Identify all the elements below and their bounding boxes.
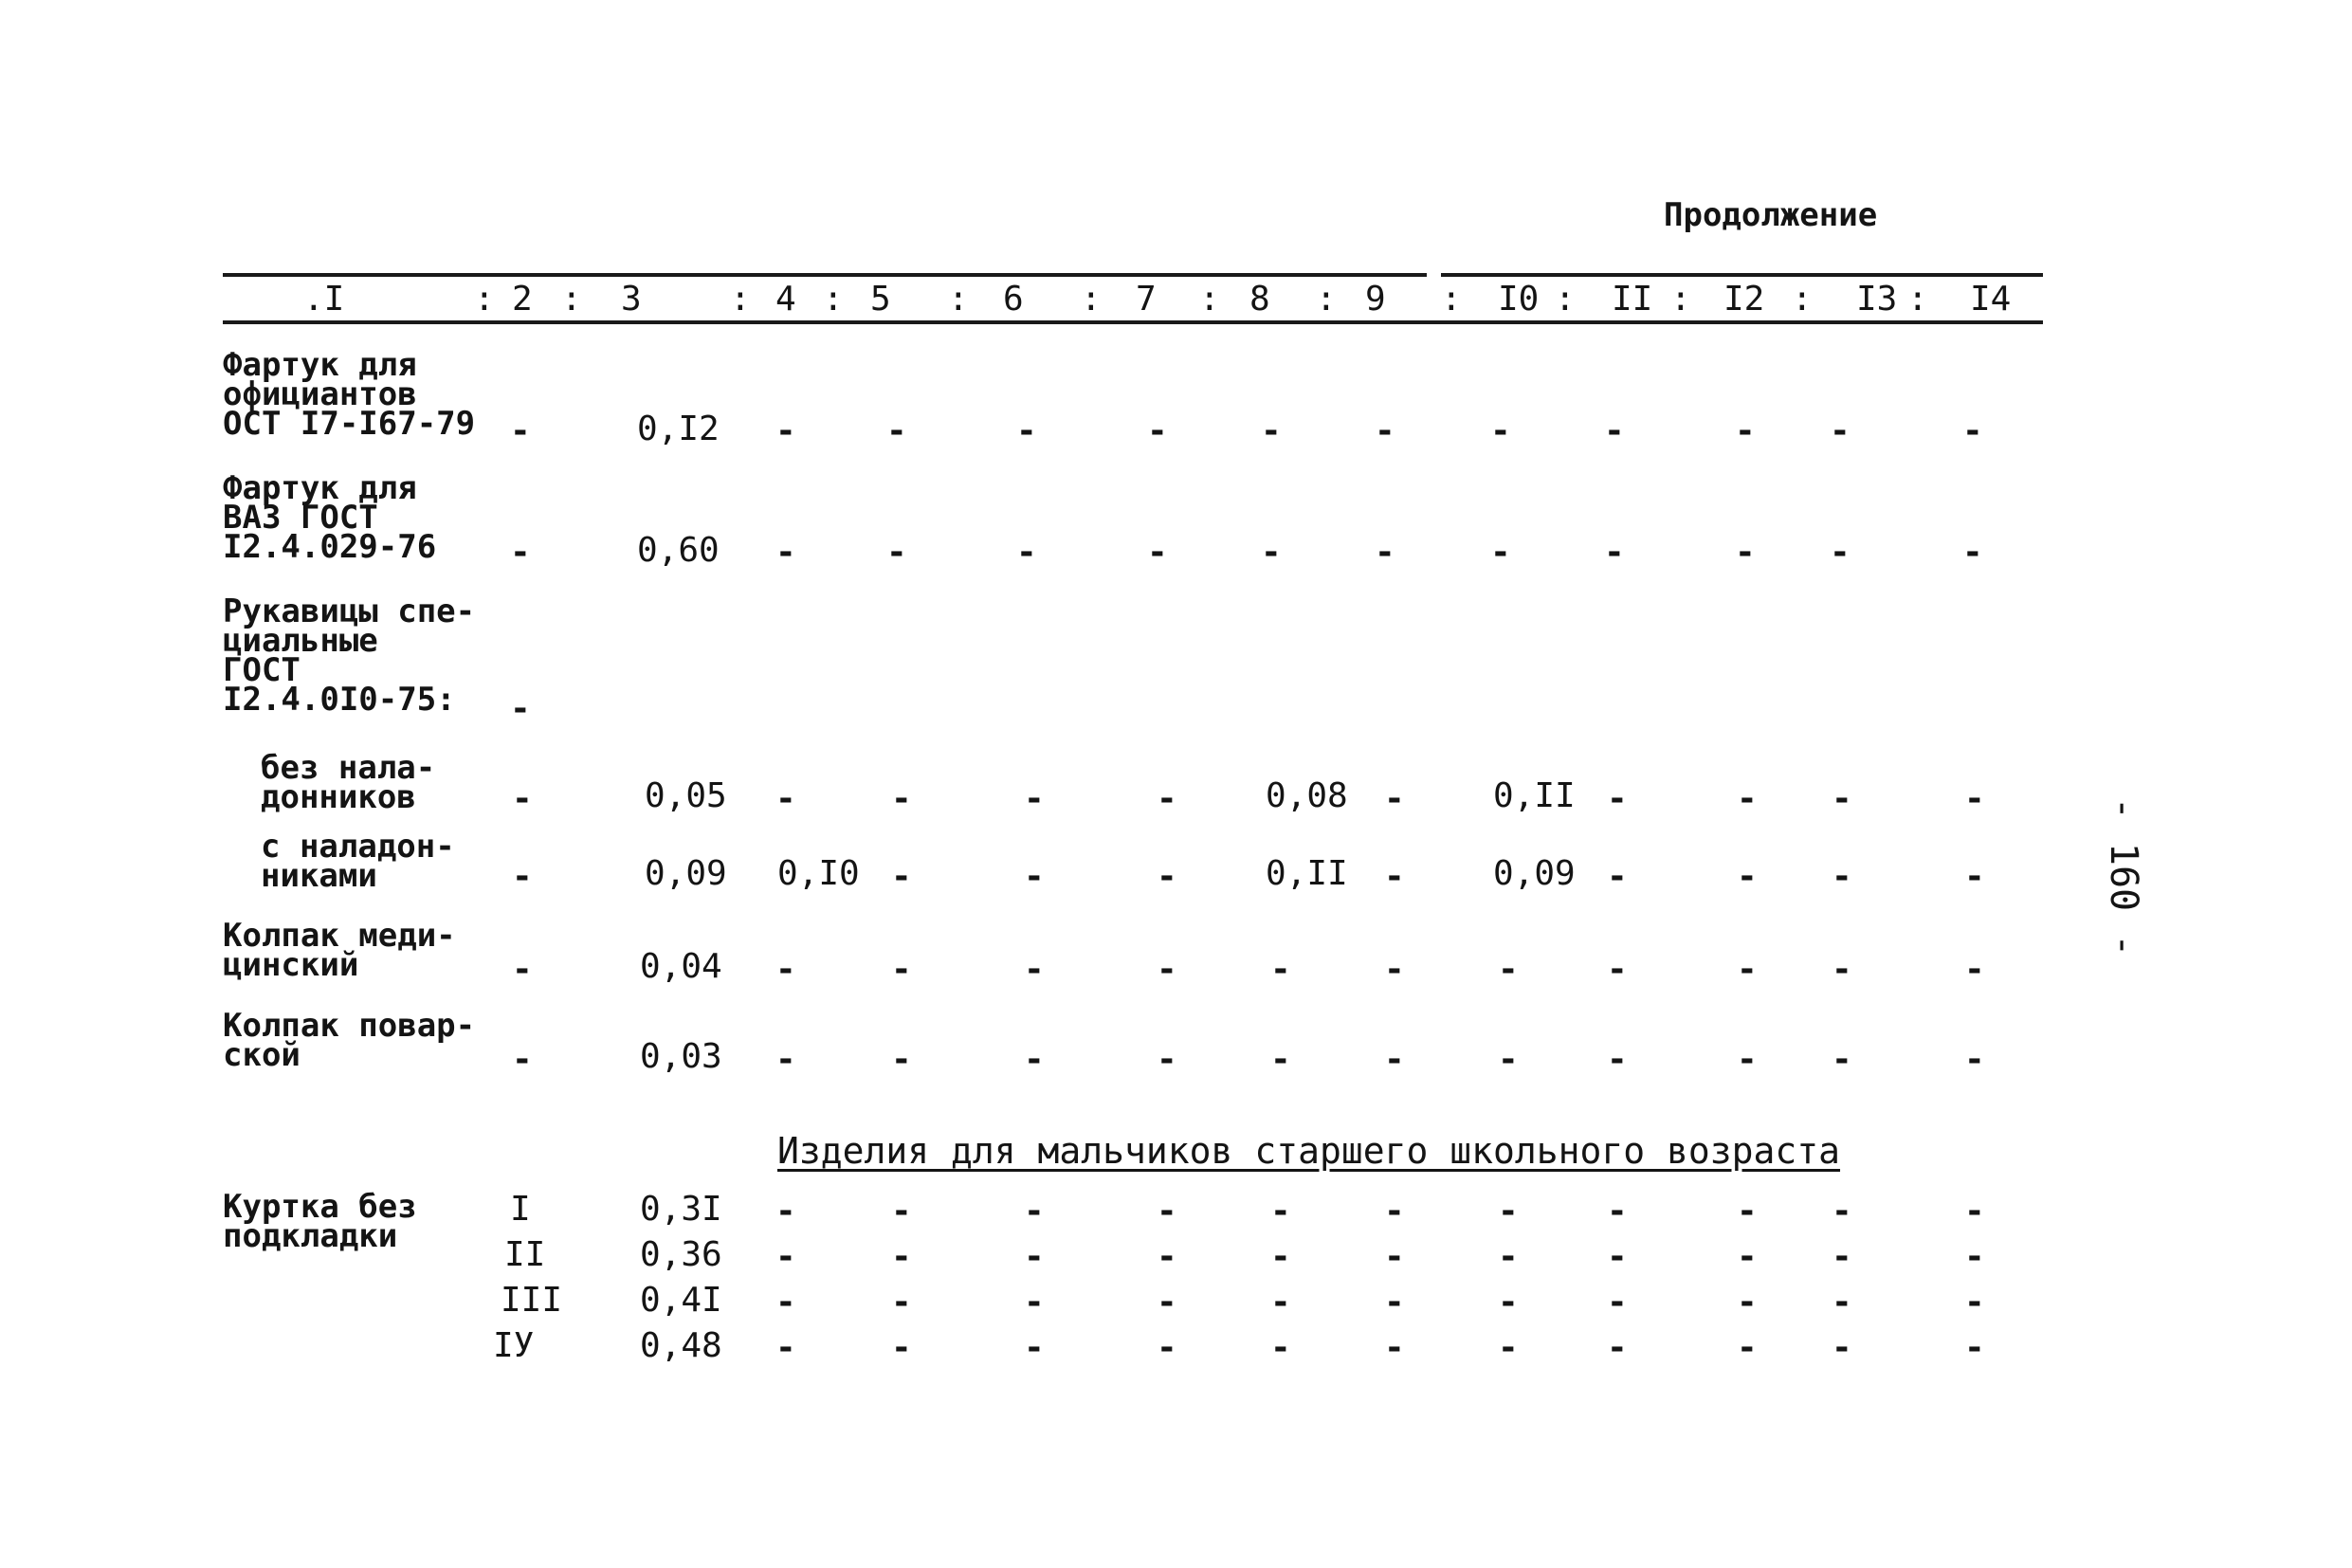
row-label: Куртка без подкладки (223, 1188, 417, 1255)
column-header-8: 8 (1249, 280, 1270, 319)
column-header-9: 9 (1365, 280, 1386, 319)
row-label: Колпак меди- цинский (223, 917, 456, 984)
column-header-4: 4 (775, 280, 796, 319)
row-label: Рукавицы спе- циальные ГОСТ I2.4.0I0-75: (223, 593, 476, 719)
column-header-14: I4 (1970, 280, 2012, 319)
cell-col2: - (512, 857, 533, 896)
size-label: I (510, 1190, 531, 1229)
cell-col3: 0,60 (637, 531, 720, 570)
cell-col2: - (512, 1040, 533, 1079)
size-label: III (501, 1281, 563, 1320)
row-label: Фартук для ВАЗ ГОСТ I2.4.029-76 (223, 469, 437, 566)
cell-col3: 0,48 (640, 1326, 722, 1365)
row-label: Фартук для официантов ОСТ I7-I67-79 (223, 346, 476, 443)
section-title: Изделия для мальчиков старшего школьного возраста (777, 1130, 1841, 1172)
header-top-rule-left (223, 273, 1427, 277)
size-label: IУ (493, 1326, 535, 1365)
row-label: Колпак повар- ской (223, 1007, 476, 1074)
row-label: с наладон- никами (261, 828, 455, 895)
size-label: II (504, 1235, 546, 1274)
cell-col4: 0,I0 (777, 854, 860, 893)
cell-col2: - (510, 533, 531, 572)
column-header-11: II (1612, 280, 1653, 319)
cell-col3: 0,04 (640, 947, 722, 986)
cell-col10: 0,II (1493, 776, 1576, 815)
column-header-2: 2 (512, 280, 533, 319)
cell-col3: 0,05 (645, 776, 727, 815)
column-header-12: I2 (1723, 280, 1765, 319)
column-header-6: 6 (1003, 280, 1024, 319)
row-label: без нала- донников (261, 749, 436, 816)
column-header-5: 5 (870, 280, 891, 319)
cell-col2: - (510, 689, 531, 728)
header-bottom-rule (223, 320, 2043, 324)
column-header-3: 3 (621, 280, 642, 319)
cell-col2: - (512, 950, 533, 989)
cell-col3: 0,4I (640, 1281, 722, 1320)
cell-col2: - (510, 411, 531, 450)
cell-col3: 0,03 (640, 1037, 722, 1076)
cell-col10: 0,09 (1493, 854, 1576, 893)
cell-col8: 0,II (1266, 854, 1348, 893)
cell-col2: - (512, 779, 533, 818)
cell-col3: 0,I2 (637, 410, 720, 448)
continuation-label: Продолжение (1664, 196, 1878, 234)
page-number: - 160 - (2102, 796, 2145, 957)
column-header-7: 7 (1136, 280, 1157, 319)
column-header-10: I0 (1498, 280, 1540, 319)
cell-col3: 0,3I (640, 1190, 722, 1229)
column-header-1: .I (303, 280, 345, 319)
cell-col8: 0,08 (1266, 776, 1348, 815)
header-top-rule-right (1441, 273, 2043, 277)
cell-col3: 0,09 (645, 854, 727, 893)
column-header-13: I3 (1856, 280, 1898, 319)
cell-col3: 0,36 (640, 1235, 722, 1274)
